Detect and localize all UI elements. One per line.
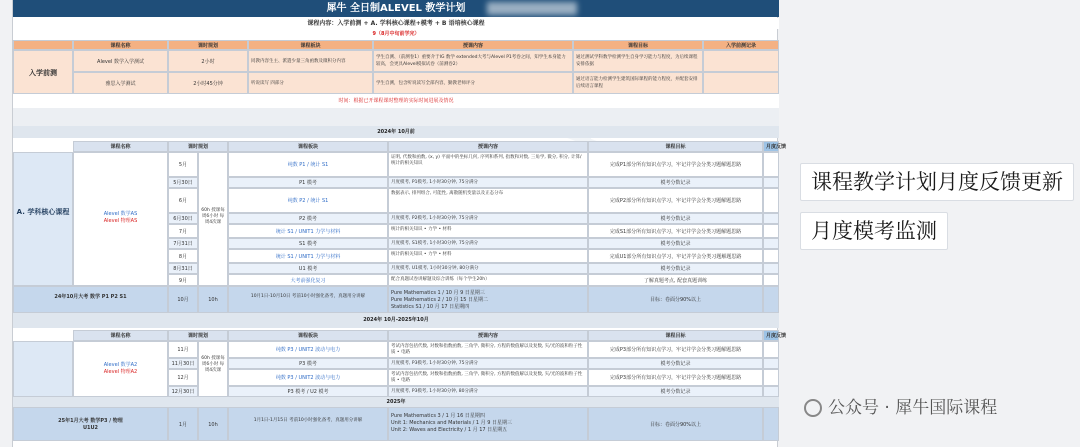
row-month: 7月: [168, 224, 198, 238]
row-content: 月度模考, U1模考, 1小时30分钟, 80分满分: [388, 263, 588, 274]
row-feedback: [763, 224, 779, 238]
row-content: 月度模考, S1模考, 1小时30分钟, 75分满分: [388, 238, 588, 249]
sheet-title: 犀牛 全日制ALEVEL 教学计划: [13, 0, 779, 17]
row-block: P1 模考: [228, 177, 388, 188]
row-content: 证明, 代数和函数, (x, y) 平面中的坐标几何, 序列和系列, 指数和对数, 三角学, 微分, 积分, 计算/统计的相关知识: [388, 152, 588, 177]
exam-date-line: Statistics S1 / 10 月 17 日星期四: [391, 304, 470, 310]
row-block: 纯数 P1 / 统计 S1: [228, 152, 388, 177]
row-block: 大考前强化复习: [228, 274, 388, 286]
row-month: 6月30日: [168, 213, 198, 224]
row-month: 8月31日: [168, 263, 198, 274]
table-row: [13, 386, 779, 397]
row-feedback: [763, 152, 779, 177]
intro-row: 雅思入学测试 2小时45分钟 听说读写 四部分 学生自测，包含听说读写全部内容，勤教老师评分 通过语言能力检测学生建筑国际课程的能力程度，并配套安排后续语言课程: [13, 72, 779, 94]
table-row: [13, 188, 779, 213]
row-feedback: [763, 386, 779, 397]
course-math-as[interactable]: Alevel 数学AS: [103, 211, 138, 217]
row-content: 考试内容包括代数, 对数和指数函数, 三角学, 微积分, 方程的数值解以及复数, 矢/光的波和粒子性质 • 电路: [388, 341, 588, 358]
row-block: U1 模考: [228, 263, 388, 274]
row-feedback: [763, 249, 779, 263]
section2-exam-row: 25年1月大考 数学P3 / 物理U1U2 1月 10h 1月1日-1月15日 考前10小时强化备考，真题用分讲解 Pure Mathematics 3 / 1 月 16 日星期四 Unit 1: Mechanics and Materials / 1 月 9 日星期三 Unit 2: Waves and Electricity / 1 月 17 日星期五 目标：卷面分90%以上: [13, 407, 779, 441]
table-row: [13, 369, 779, 386]
row-feedback: [763, 188, 779, 213]
row-feedback: [763, 274, 779, 286]
row-month: 7月31日: [168, 238, 198, 249]
row-goal: 模考分数记录: [588, 177, 763, 188]
row-feedback: [763, 238, 779, 249]
row-feedback: [763, 358, 779, 369]
row-month: 6月: [168, 188, 198, 213]
intro-header-row: 课程名称 课时规划 课程板块 授课内容 课程目标 入学前测记录: [13, 40, 779, 50]
wechat-watermark: 公众号 · 犀牛国际课程: [804, 393, 997, 418]
row-block: 纯数 P3 / UNIT2 波动与电力: [228, 369, 388, 386]
row-block: P2 模考: [228, 213, 388, 224]
row-goal: 模考分数记录: [588, 386, 763, 397]
row-content: 统计的相关知识 • 力学 • 材料: [388, 224, 588, 238]
table-row: [13, 249, 779, 263]
row-month: 5月30日: [168, 177, 198, 188]
row-content: 考试内容包括代数, 对数和指数函数, 三角学, 微积分, 方程的数值解以及复数, 矢/光的波和粒子性质 • 电路: [388, 369, 588, 386]
exam-date-line: Pure Mathematics 3 / 1 月 16 日星期四: [391, 413, 485, 419]
exam-date-line: Pure Mathematics 1 / 10 月 9 日星期三: [391, 290, 485, 296]
row-content: 月度模考, P3模考, 1小时30分钟, 80分满分: [388, 386, 588, 397]
course-math-a2[interactable]: Alevel 数学A2: [103, 362, 138, 368]
table-row: [13, 358, 779, 369]
row-block: 纯数 P3 / UNIT2 波动与电力: [228, 341, 388, 358]
intro-section-label: 入学前测: [13, 50, 73, 94]
row-feedback: [763, 177, 779, 188]
row-month: 11月: [168, 341, 198, 358]
table-row: [13, 177, 779, 188]
row-content: 统计的相关知识 • 力学 • 材料: [388, 249, 588, 263]
section1-side-title: A. 学科核心课程: [13, 152, 73, 286]
row-goal: 模考分数记录: [588, 213, 763, 224]
section2-year2-label: 2025年: [13, 397, 779, 407]
row-content: 月度模考, P1模考, 1小时30分钟, 75分满分: [388, 177, 588, 188]
section1-year-label: 2024年 10月前: [13, 126, 779, 138]
annotation-monthly-feedback: 课程教学计划月度反馈更新: [800, 163, 1074, 201]
intro-note: 时间：根据已开课程课时整理的实际时间进展及情况: [338, 98, 454, 104]
intro-row: Alevel 数学入学测试 2小时 同教内容生主、派遣少量三角函数及微积分内容 学生自测、（前测卷1）重要介于IG 数学 extended大考与Alevel P1考卷之间，知学生本身能力较高，会更具Alevel模拟试卷（前测卷2） 通过测试学科数学检测学生自身学习能力与程度，为后续课程安排依据: [13, 50, 779, 72]
row-feedback: [763, 369, 779, 386]
row-month: 8月: [168, 249, 198, 263]
table-row: [13, 274, 779, 286]
row-goal: 完成U1部分所有知识点学习，牢记并学会分类习题解题思路: [588, 249, 763, 263]
row-goal: 了解真题考点, 配套真题训练: [588, 274, 763, 286]
row-content: 配合真题试卷讲解题及综合训练（每个学生20h）: [388, 274, 588, 286]
table-row: [13, 152, 779, 177]
section2-header-row: 课程名称 课时规划 课程板块 授课内容 课程目标 月度反馈: [13, 330, 779, 341]
section1-plan: 60h 授课每周6小时 每周4次课: [198, 152, 228, 286]
exam-date-line: Pure Mathematics 2 / 10 月 15 日星期二: [391, 297, 489, 303]
intro-time-line: 9（8月中旬前学完）: [372, 31, 420, 37]
table-row: [13, 238, 779, 249]
table-row: [13, 213, 779, 224]
row-content: 月度模考, P2模考, 1小时30分钟, 75分满分: [388, 213, 588, 224]
row-month: 12月30日: [168, 386, 198, 397]
row-feedback: [763, 213, 779, 224]
plan-spreadsheet: [12, 0, 787, 447]
row-goal: 模考分数记录: [588, 238, 763, 249]
row-goal: 完成P2部分所有知识点学习，牢记并学会分类习题解题思路: [588, 188, 763, 213]
table-row: [13, 224, 779, 238]
row-block: 纯数 P2 / 统计 S1: [228, 188, 388, 213]
row-month: 9月: [168, 274, 198, 286]
row-month: 12月: [168, 369, 198, 386]
row-block: S1 模考: [228, 238, 388, 249]
row-block: 统计 S1 / UNIT1 力学与材料: [228, 224, 388, 238]
redacted-blur: [487, 2, 577, 15]
annotation-mock-exam-monitoring: 月度模考监测: [800, 212, 948, 250]
intro-content-line: 课程内容：入学前测 + A. 学科核心课程+模考 + B 语培核心课程: [307, 20, 485, 27]
row-goal: 完成P3部分所有知识点学习，牢记并学会分类习题解题思路: [588, 341, 763, 358]
row-block: P3 模考 / U2 模考: [228, 386, 388, 397]
row-goal: 完成P1部分所有知识点学习，牢记并学会分类习题解题思路: [588, 152, 763, 177]
row-month: 5月: [168, 152, 198, 177]
wechat-icon: [804, 399, 822, 417]
row-block: P3 模考: [228, 358, 388, 369]
course-physics-a2[interactable]: Alevel 物理A2: [103, 369, 138, 375]
row-goal: 完成S1部分所有知识点学习，牢记并学会分类习题解题思路: [588, 224, 763, 238]
course-physics-as[interactable]: Alevel 物理AS: [103, 218, 138, 224]
exam-date-line: Unit 2: Waves and Electricity / 1 月 17 日星期五: [391, 427, 508, 433]
row-goal: 模考分数记录: [588, 358, 763, 369]
row-block: 统计 S1 / UNIT1 力学与材料: [228, 249, 388, 263]
row-feedback: [763, 263, 779, 274]
table-row: [13, 341, 779, 358]
section2-plan: 60h 授课每周6小时 每周4次课: [198, 341, 228, 397]
section1-header-row: 课程名称 课时规划 课程板块 授课内容 课程目标 月度反馈: [13, 141, 779, 152]
section1-exam-row: 24年10月大考 数学 P1 P2 S1 10月 10h 10月1日-10月10日 考前10小时强化备考，真题用分讲解 Pure Mathematics 1 / 10 月 9 日星期三 Pure Mathematics 2 / 10 月 15 日星期二 Statistics S1 / 10 月 17 日星期四 目标：卷面分90%以上: [13, 286, 779, 313]
section2-year-label: 2024年 10月-2025年10月: [13, 313, 779, 328]
row-goal: 模考分数记录: [588, 263, 763, 274]
row-content: 数据表示, 排列组合, 可能性, 离散随机变量以及正态分布: [388, 188, 588, 213]
exam-date-line: Unit 1: Mechanics and Materials / 1 月 9 日星期三: [391, 420, 513, 426]
table-row: [13, 263, 779, 274]
row-goal: 完成P3部分所有知识点学习，牢记并学会分类习题解题思路: [588, 369, 763, 386]
row-month: 11月30日: [168, 358, 198, 369]
row-content: 月度模考, P3模考, 1小时30分钟, 75分满分: [388, 358, 588, 369]
row-feedback: [763, 341, 779, 358]
